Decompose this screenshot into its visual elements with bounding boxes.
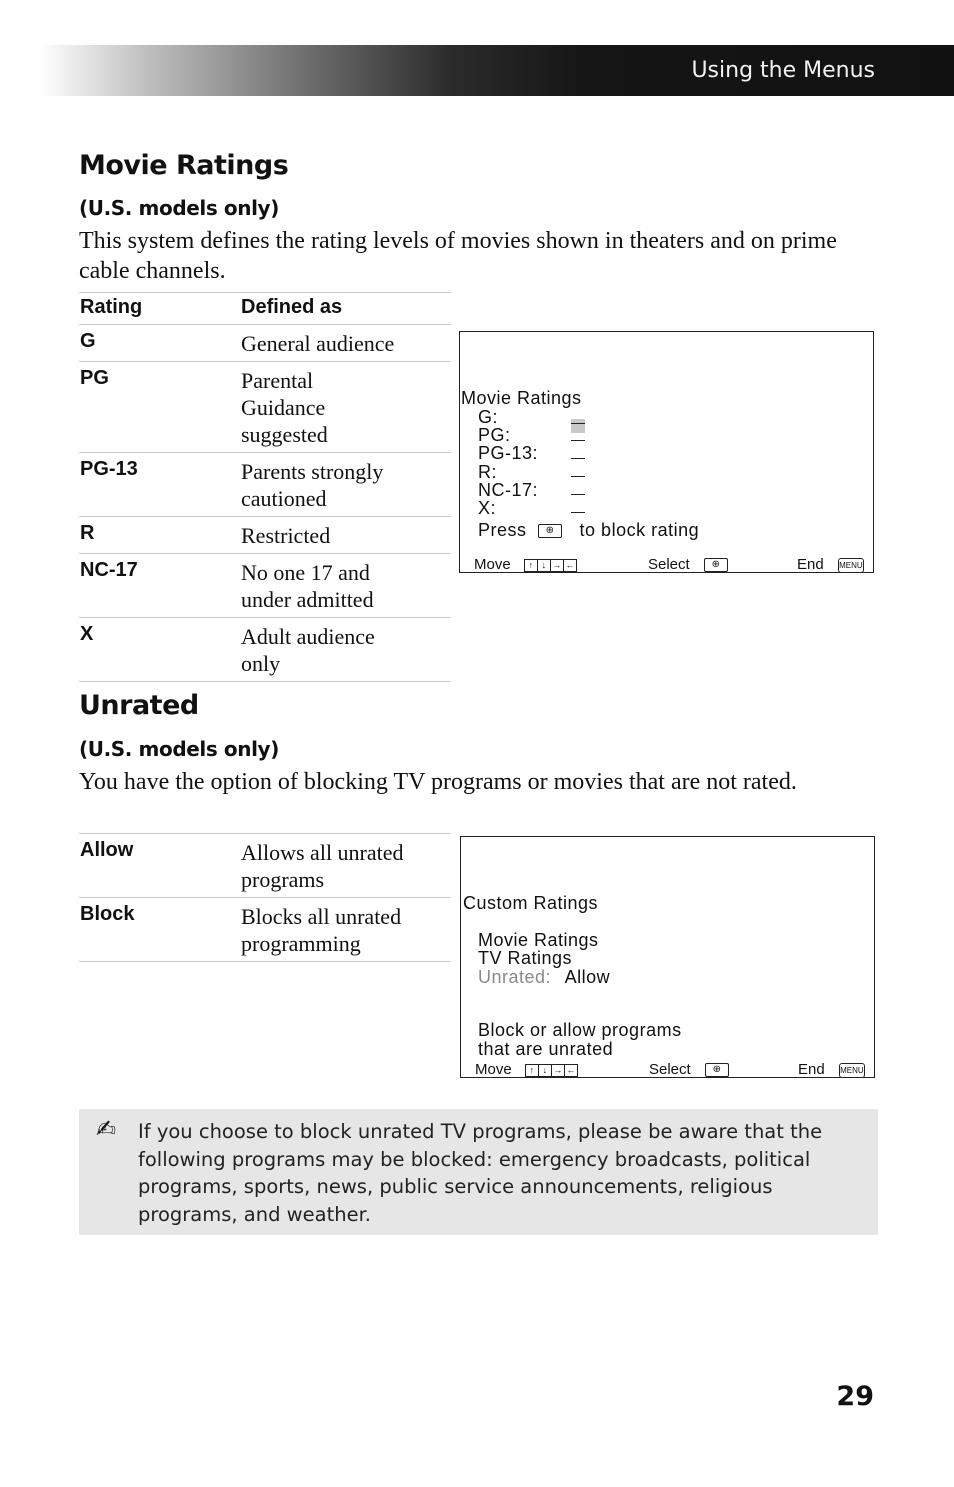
menu-item-unrated[interactable] xyxy=(478,967,610,988)
move-label: Move xyxy=(475,1061,512,1078)
press-suffix: to block rating xyxy=(579,520,700,540)
table-row xyxy=(79,834,451,898)
select-label: Select xyxy=(649,1061,691,1078)
rating-key: G xyxy=(79,325,241,362)
unrated-intro: You have the option of blocking TV programs or movies that are not rated. xyxy=(79,769,797,795)
unrated-heading: Unrated xyxy=(79,690,199,721)
rating-option-nc17[interactable]: NC-17: xyxy=(478,480,539,500)
menu-key-icon: MENU xyxy=(838,558,864,573)
rating-option-r[interactable]: R: xyxy=(478,462,497,482)
footer-end xyxy=(797,556,864,573)
table-row xyxy=(79,517,451,554)
option-key: Block xyxy=(79,898,241,962)
column-header-rating: Rating xyxy=(79,293,241,325)
footer-select xyxy=(648,556,728,573)
rating-key: R xyxy=(79,517,241,554)
rating-option-x[interactable]: X: xyxy=(478,498,497,518)
table-row xyxy=(79,898,451,962)
help-text-line2: that are unrated xyxy=(478,1039,614,1059)
rating-key: PG xyxy=(79,362,241,453)
press-label: Press xyxy=(478,520,527,540)
unrated-label: Unrated: xyxy=(478,967,552,987)
screen-title: Movie Ratings xyxy=(461,388,582,408)
movie-ratings-screen xyxy=(459,331,874,573)
option-definition: Allows all unrated programs xyxy=(241,834,451,898)
select-label: Select xyxy=(648,556,690,573)
rating-key: PG-13 xyxy=(79,453,241,517)
footer-select xyxy=(649,1061,729,1078)
rating-key: X xyxy=(79,618,241,682)
screen-title: Custom Ratings xyxy=(463,893,599,913)
unrated-value: Allow xyxy=(564,967,611,987)
rating-definition: Parents strongly cautioned xyxy=(241,453,451,517)
menu-item-movie-ratings[interactable]: Movie Ratings xyxy=(478,930,599,950)
custom-ratings-screen xyxy=(460,836,875,1078)
unrated-subheading: (U.S. models only) xyxy=(79,737,279,761)
block-indicator-g xyxy=(571,419,585,433)
rating-definition: General audience xyxy=(241,325,451,362)
enter-icon: ⊕ xyxy=(704,558,728,572)
rating-option-g[interactable]: G: xyxy=(478,407,499,427)
movie-ratings-subheading: (U.S. models only) xyxy=(79,196,279,220)
note-box xyxy=(79,1109,878,1235)
rating-definition: Parental Guidance suggested xyxy=(241,362,451,453)
page-number: 29 xyxy=(836,1381,874,1412)
arrow-keys-icon: ↑ ↓ → ← xyxy=(525,556,577,573)
help-text-line1: Block or allow programs xyxy=(478,1020,682,1040)
note-text: If you choose to block unrated TV programs, please be aware that the following programs may be blocked: emergency broadcasts, political programs, sports, news, public service announcements, religious programs, and weather. xyxy=(138,1120,823,1226)
rating-option-pg[interactable]: PG: xyxy=(478,425,511,445)
table-header-row xyxy=(79,293,451,325)
block-indicator-pg xyxy=(571,440,585,441)
rating-key: NC-17 xyxy=(79,554,241,618)
movie-ratings-intro: This system defines the rating levels of movies shown in theaters and on prime cable channels. xyxy=(79,228,837,284)
pencil-note-icon: ✍ xyxy=(96,1115,117,1143)
rating-definition: Adult audience only xyxy=(241,618,451,682)
arrow-keys-icon: ↑ ↓ → ← xyxy=(526,1061,578,1078)
block-indicator-x xyxy=(571,512,585,513)
table-row xyxy=(79,618,451,682)
column-header-defined-as: Defined as xyxy=(241,293,451,325)
menu-key-icon: MENU xyxy=(839,1063,865,1078)
enter-icon: ⊕ xyxy=(705,1063,729,1077)
option-key: Allow xyxy=(79,834,241,898)
footer-end xyxy=(798,1061,865,1078)
table-row xyxy=(79,362,451,453)
footer-move xyxy=(475,1061,578,1078)
press-instruction xyxy=(478,520,699,541)
block-indicator-pg13 xyxy=(571,458,585,459)
rating-option-pg13[interactable]: PG-13: xyxy=(478,443,539,463)
footer-move xyxy=(474,556,577,573)
menu-item-tv-ratings[interactable]: TV Ratings xyxy=(478,948,573,968)
unrated-table xyxy=(79,833,451,962)
table-row xyxy=(79,554,451,618)
rating-definition: Restricted xyxy=(241,517,451,554)
enter-icon: ⊕ xyxy=(538,524,562,538)
end-label: End xyxy=(797,556,824,573)
block-indicator-nc17 xyxy=(571,494,585,495)
table-row xyxy=(79,453,451,517)
movie-ratings-table xyxy=(79,292,451,682)
end-label: End xyxy=(798,1061,825,1078)
movie-ratings-heading: Movie Ratings xyxy=(79,150,289,181)
header-title: Using the Menus xyxy=(691,58,875,83)
rating-definition: No one 17 and under admitted xyxy=(241,554,451,618)
option-definition: Blocks all unrated programming xyxy=(241,898,451,962)
move-label: Move xyxy=(474,556,511,573)
block-indicator-r xyxy=(571,476,585,477)
table-row xyxy=(79,325,451,362)
